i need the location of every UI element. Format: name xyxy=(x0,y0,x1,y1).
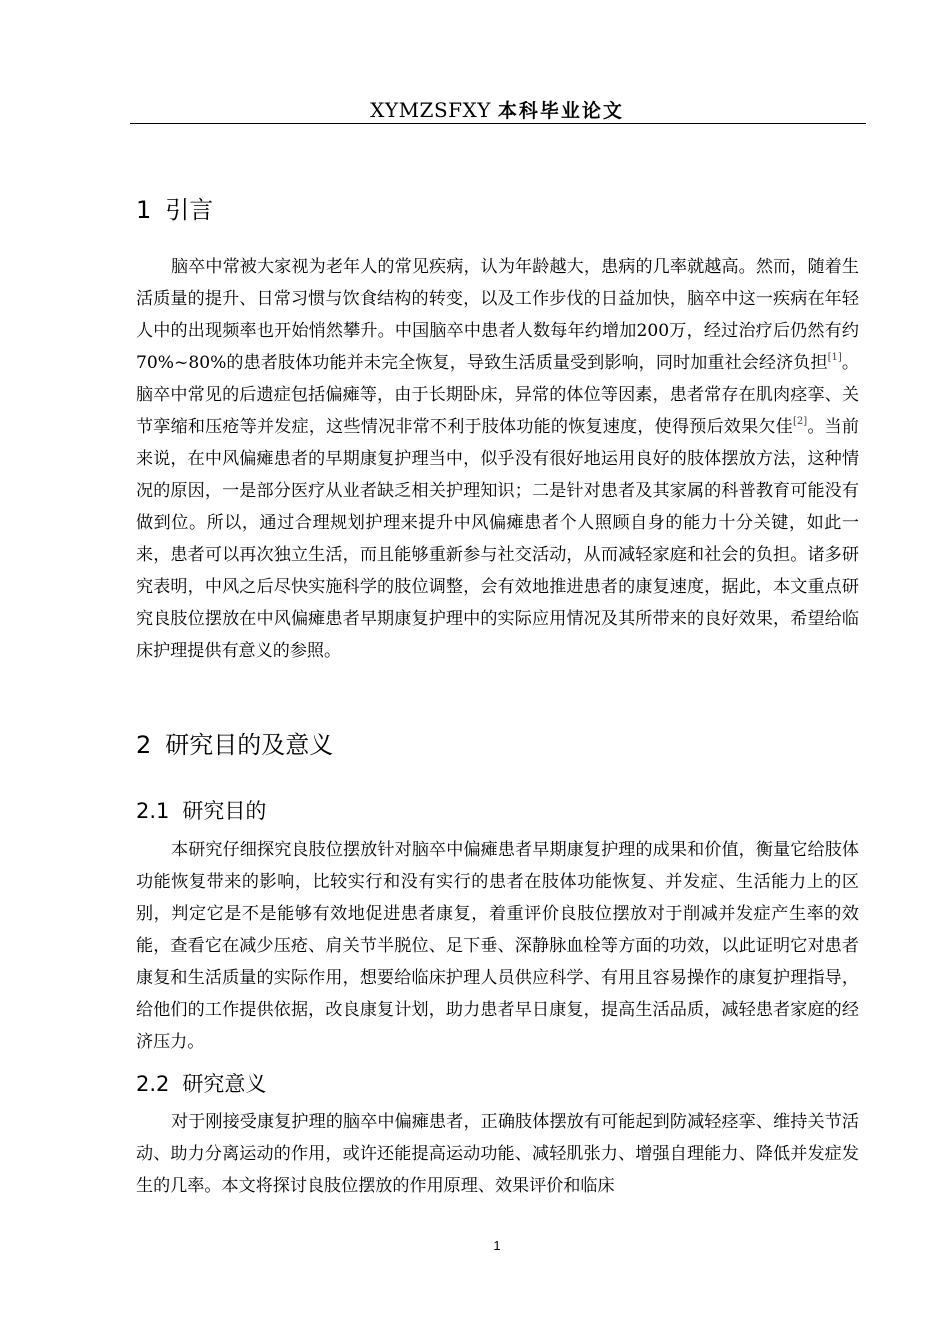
paragraph-text: 对于刚接受康复护理的脑卒中偏瘫患者，正确肢体摆放有可能起到防减轻痉挛、维持关节活动、助力分离运动的作用，或许还能提高运动功能、减轻肌张力、增强自理能力、降低并发症发生的几率。本文将探讨良肢位摆放的作用原理、效果评价和临床 xyxy=(136,1112,859,1196)
heading-number: 2.2 xyxy=(136,1072,170,1096)
paragraph-introduction xyxy=(136,251,859,667)
paragraph-research-purpose xyxy=(136,834,859,1058)
paragraph-text: 。脑卒中常见的后遗症包括偏瘫等，由于长期卧床，异常的体位等因素，患者常存在肌肉痉挛、关节挛缩和压疮等并发症，这些情况非常不利于肢体功能的恢复速度，使得预后效果欠佳 xyxy=(136,353,860,437)
heading-title: 研究目的 xyxy=(182,799,267,823)
heading-research-purpose xyxy=(136,795,266,825)
heading-introduction xyxy=(136,190,213,225)
heading-title: 研究意义 xyxy=(182,1072,267,1096)
heading-number: 2 xyxy=(136,731,152,759)
paragraph-research-significance xyxy=(136,1106,859,1202)
heading-number: 2.1 xyxy=(136,799,170,823)
heading-purpose-significance xyxy=(136,725,333,760)
heading-research-significance xyxy=(136,1068,266,1098)
citation-1: [1] xyxy=(827,352,842,363)
running-header-chinese: 本科毕业论文 xyxy=(497,100,624,122)
header-rule xyxy=(130,123,866,124)
heading-title: 研究目的及意义 xyxy=(165,731,334,759)
paragraph-text: 本研究仔细探究良肢位摆放针对脑卒中偏瘫患者早期康复护理的成果和价值，衡量它给肢体功能恢复带来的影响，比较实行和没有实行的患者在肢体功能恢复、并发症、生活能力上的区别，判定它是不是能够有效地促进患者康复，着重评价良肢位摆放对于削减并发症产生率的效能，查看它在减少压疮、肩关节半脱位、足下垂、深静脉血栓等方面的功效，以此证明它对患者康复和生活质量的实际作用，想要给临床护理人员供应科学、有用且容易操作的康复护理指导，给他们的工作提供依据，改良康复计划，助力患者早日康复，提高生活品质，减轻患者家庭的经济压力。 xyxy=(136,840,859,1052)
heading-number: 1 xyxy=(136,196,152,224)
paragraph-text: 脑卒中常被大家视为老年人的常见疾病，认为年龄越大，患病的几率就越高。然而，随着生活质量的提升、日常习惯与饮食结构的转变，以及工作步伐的日益加快，脑卒中这一疾病在年轻人中的出现频率也开始悄然攀升。中国脑卒中患者人数每年约增加200万，经过治疗后仍然有约70%~80%的患者肢体功能并未完全恢复，导致生活质量受到影响，同时加重社会经济负担 xyxy=(136,257,859,373)
paragraph-text: 。当前来说，在中风偏瘫患者的早期康复护理当中，似乎没有很好地运用良好的肢体摆放方法，这种情况的原因，一是部分医疗从业者缺乏相关护理知识；二是针对患者及其家属的科普教育可能没有做到位。所以，通过合理规划护理来提升中风偏瘫患者个人照顾自身的能力十分关键，如此一来，患者可以再次独立生活，而且能够重新参与社交活动，从而减轻家庭和社会的负担。诸多研究表明，中风之后尽快实施科学的肢位调整，会有效地推进患者的康复速度，据此，本文重点研究良肢位摆放在中风偏瘫患者早期康复护理中的实际应用情况及其所带来的良好效果，希望给临床护理提供有意义的参照。 xyxy=(136,417,860,661)
heading-title: 引言 xyxy=(165,196,214,224)
running-header-latin: XYMZSFXY xyxy=(370,98,491,122)
citation-2: [2] xyxy=(792,416,808,427)
running-header xyxy=(0,96,950,123)
page-number: 1 xyxy=(493,1238,501,1253)
